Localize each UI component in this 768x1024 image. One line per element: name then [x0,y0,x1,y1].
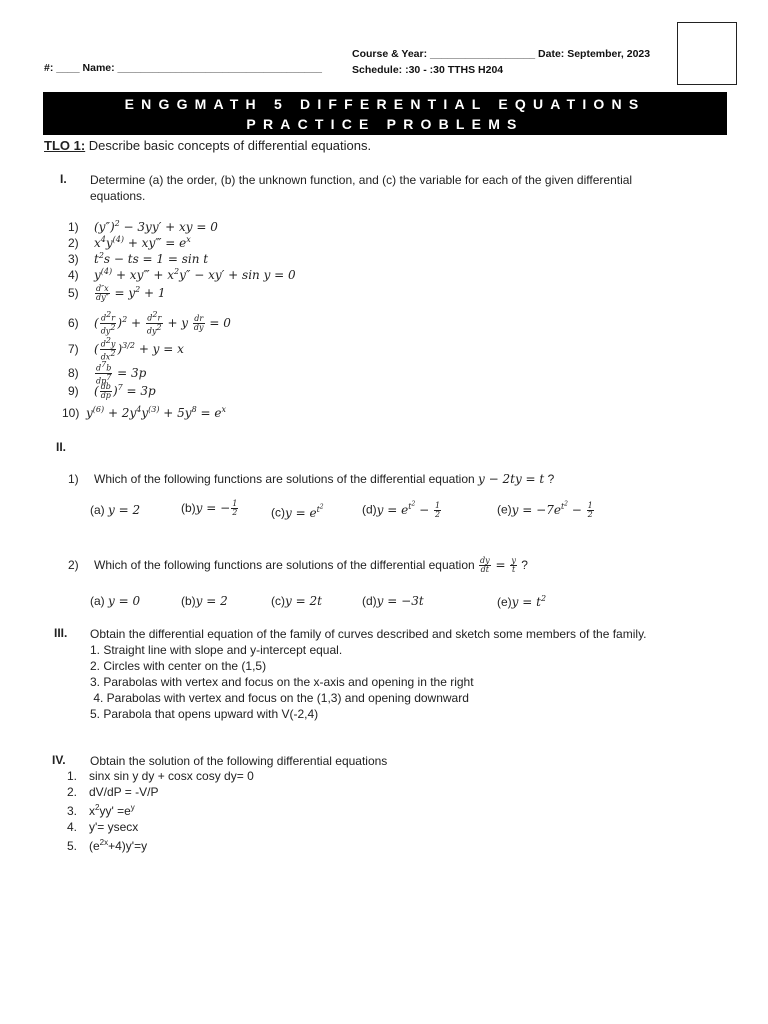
option-label: (c) [271,594,285,608]
section-3-item: 3. Parabolas with vertex and focus on the x-axis and opening in the right [90,675,474,689]
option-label: (b) [181,594,196,608]
equation-4: 4) $y^{(4)}$ + xy‴ + $x^2y'' - xy' + \sin y = 0$ [68,267,296,282]
section-3-item: 1. Straight line with slope and y-intercept equal. [90,643,343,657]
banner-title: ENGGMATH 5 DIFFERENTIAL EQUATIONS [124,96,646,112]
photo-box [677,22,737,85]
section-4-item [67,819,254,835]
equation-number: 8) [68,365,79,380]
equation-6: 6) ( $\frac{d^2r}{dy^2}$ )$^2$ + $\frac{d^2r}{dy^2}$ + y $\frac{dr}{dy}$ = 0 [68,310,231,336]
equation-number: 6) [68,315,79,330]
section-4-item [67,800,254,819]
equation-number: 3) [68,252,79,266]
equation-5: 5) $\frac{d''x}{dy''}$ = $y^2 + 1$ [68,284,166,302]
option-label: (a) [90,594,105,608]
section-3-item: 2. Circles with center on the (1,5) [90,659,267,673]
question-number: 1) [68,472,79,486]
equation-1: 1) $(y'')^2 - 3yy'$ + xy = 0 [68,219,218,234]
tlo-line [44,138,371,153]
q1-option-d: $(d)y = e^{t^2}$ − $\frac{1}{2}$ [362,500,441,519]
q2-option-e: $(e)y = t^2$ [497,594,547,609]
equation-number: 10) [62,406,80,420]
option-label: (b) [181,501,196,515]
equation-3: 3) $t^2s$ − ts = 1 = sin t [68,251,209,266]
tlo-text: Describe basic concepts of differential equations. [85,138,372,153]
equation-9: 9) ( $\frac{db}{dp}$ )$^7$ = 3p [68,382,156,400]
item-number: 1. [67,769,78,783]
question-number: 2) [68,558,79,572]
q2-option-d: (d)y = −3t [362,594,424,608]
option-label: (e) [497,595,512,609]
item-number: 4. [67,820,78,834]
item-text: y'= ysecx [89,820,139,834]
option-label: (d) [362,594,377,608]
item-text: yy' =e [99,804,131,818]
equation-number: 9) [68,384,79,398]
item-text: dV/dP = -V/P [89,785,159,799]
title-banner [43,92,727,135]
section-1-instruction: Determine (a) the order, (b) the unknown function, and (c) the variable for each of the given differential equations. [90,173,633,203]
section-3-instruction: Obtain the differential equation of the family of curves described and sketch some members of the family. [90,627,647,641]
q1-option-c: $(c)y = e^{t^2}$ [271,503,324,520]
q2-option-b: (b)y = 2 [181,594,228,608]
question-2-1: 1) Which of the following functions are solutions of the differential equation y − 2ty = t ? [68,472,555,486]
q1-option-b: (b)y = − $\frac{1}{2}$ [181,499,238,517]
equation-number: 5) [68,286,79,300]
section-4-item [67,835,254,854]
q1-option-e: $(e)y = -7e^{t^2}$ − $\frac{1}{2}$ [497,500,593,519]
course-date-line [352,48,650,60]
item-text: +4)y'=y [108,839,148,853]
item-number: 2. [67,785,78,799]
section-4-roman: IV. [52,753,66,767]
q1-option-a: (a) y = 2 [90,503,141,517]
option-label: (d) [362,502,377,517]
question-text: Which of the following functions are solutions of the differential equation [94,558,475,572]
section-1-roman: I. [60,172,67,186]
section-3-item: 4. Parabolas with vertex and focus on the (1,3) and opening downward [90,691,469,705]
q2-option-c: (c)y = 2t [271,594,322,608]
option-label: (e) [497,502,512,517]
section-3-roman: III. [54,626,68,640]
equation-number: 4) [68,268,79,282]
equation-2: 2) $x^4y^{(4)}$ + xy‴ = $e^x$ [68,235,191,250]
section-4-item [67,784,254,800]
equation-10: 10) $y^{(6)} + 2y^4y^{(3)} + 5y^8 = e^x$ [62,405,226,420]
schedule-label: Schedule: :30 - :30 TTHS H204 [352,64,504,76]
item-text: x [89,804,95,818]
tlo-label: TLO 1: [44,138,86,153]
equation-number: 7) [68,341,79,356]
item-text: sinx sin y dy + cosx cosy dy= 0 [89,769,254,783]
number-name-line [44,62,322,74]
section-4-item [67,768,254,784]
section-3-content [90,626,705,722]
q2-option-a: (a) y = 0 [90,594,141,608]
section-3-item: 5. Parabola that opens upward with V(-2,4) [90,707,319,721]
course-label: Course & Year: __________________ [352,48,536,60]
option-label: (a) [90,503,105,517]
item-text: (e [89,839,100,853]
section-4-instruction: Obtain the solution of the following differential equations [90,754,388,768]
equation-number: 2) [68,236,79,250]
equation-number: 1) [68,220,79,234]
item-number: 3. [67,804,78,818]
item-superscript: y [130,803,135,812]
number-label: #: ____ [44,62,80,74]
item-number: 5. [67,839,78,853]
equation-7: 7) ( $\frac{d^2y}{dx^2}$ )$^{3/2}$ + y = x [68,336,184,362]
banner-subtitle: PRACTICE PROBLEMS [246,116,524,132]
option-label: (c) [271,505,285,520]
question-2-2: 2) Which of the following functions are solutions of the differential equation $\frac{dy}{dt}$ = $\frac{y}{t}$ ? [68,556,528,574]
section-2-roman: II. [56,440,67,454]
item-superscript: 2x [99,838,109,847]
section-1-equations [62,219,296,421]
item-superscript: 2 [95,803,100,812]
name-label: Name: ___________________________________ [82,62,322,74]
equation-8: 8) $\frac{d^7b}{dp^7}$ = 3p [68,360,147,386]
section-4-list [67,768,254,854]
question-text: Which of the following functions are solutions of the differential equation [94,472,475,486]
date-label: Date: September, 2023 [538,48,651,60]
